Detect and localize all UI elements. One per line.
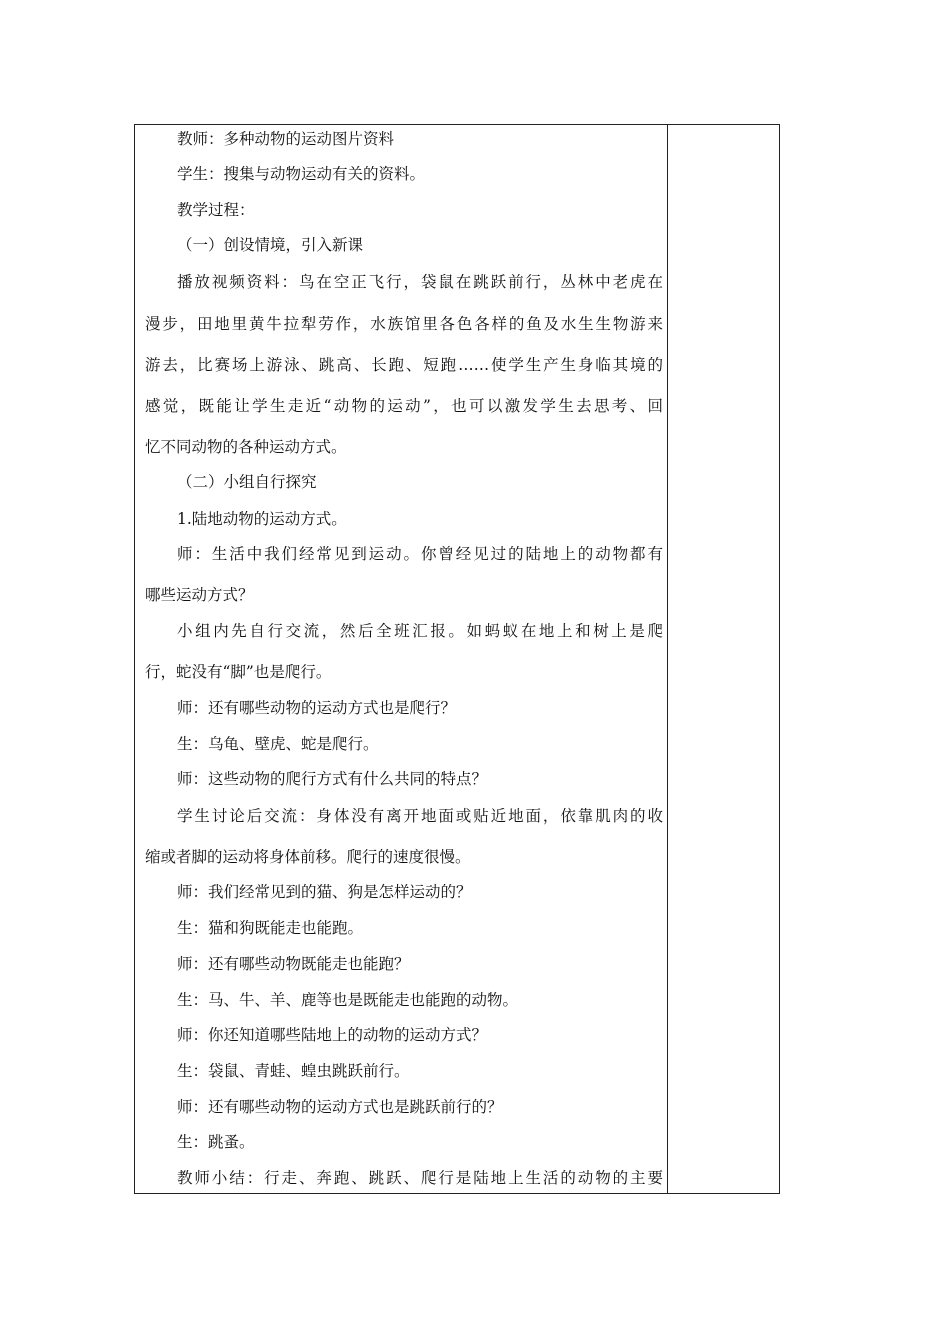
- text-line: 师：还有哪些动物既能走也能跑？: [177, 955, 410, 973]
- text-line: 学生：搜集与动物运动有关的资料。: [177, 165, 426, 183]
- text-line: 缩或者脚的运动将身体前移。爬行的速度很慢。: [145, 848, 471, 866]
- text-line: 播放视频资料：鸟在空正飞行，袋鼠在跳跃前行，丛林中老虎在: [177, 273, 663, 291]
- lesson-content-cell: [145, 125, 663, 1193]
- lesson-table: [134, 124, 780, 1194]
- text-line: 行，蛇没有“脚”也是爬行。: [145, 663, 332, 681]
- text-line: 师：生活中我们经常见到运动。你曾经见过的陆地上的动物都有: [177, 545, 663, 563]
- text-line: 感觉，既能让学生走近“动物的运动”，也可以激发学生去思考、回: [145, 397, 663, 415]
- notes-cell: [668, 125, 779, 1193]
- text-line: 学生讨论后交流：身体没有离开地面或贴近地面，依靠肌肉的收: [177, 807, 663, 825]
- text-line: 师：我们经常见到的猫、狗是怎样运动的？: [177, 883, 472, 901]
- text-line: 漫步，田地里黄牛拉犁劳作，水族馆里各色各样的鱼及水生生物游来: [145, 315, 663, 333]
- text-line: 教师：多种动物的运动图片资料: [177, 130, 395, 148]
- text-line: 生：袋鼠、青蛙、蝗虫跳跃前行。: [177, 1062, 410, 1080]
- text-line: 师：还有哪些动物的运动方式也是爬行？: [177, 699, 457, 717]
- text-line: 哪些运动方式？: [145, 586, 254, 604]
- section-heading: （二）小组自行探究: [177, 473, 317, 491]
- text-line: 师：还有哪些动物的运动方式也是跳跃前行的？: [177, 1098, 503, 1116]
- text-line: 生：跳蚤。: [177, 1133, 255, 1151]
- text-line: 教师小结：行走、奔跑、跳跃、爬行是陆地上生活的动物的主要: [177, 1169, 663, 1187]
- text-line: 生：猫和狗既能走也能跑。: [177, 919, 364, 937]
- text-line: 师：你还知道哪些陆地上的动物的运动方式？: [177, 1026, 488, 1044]
- text-line: 小组内先自行交流，然后全班汇报。如蚂蚁在地上和树上是爬: [177, 622, 663, 640]
- text-line: 生：乌龟、壁虎、蛇是爬行。: [177, 735, 379, 753]
- text-line: 忆不同动物的各种运动方式。: [145, 438, 347, 456]
- text-line: 1.陆地动物的运动方式。: [177, 510, 347, 528]
- text-line: 教学过程：: [177, 201, 255, 219]
- text-line: 生：马、牛、羊、鹿等也是既能走也能跑的动物。: [177, 991, 519, 1009]
- text-line: 游去，比赛场上游泳、跳高、长跑、短跑……使学生产生身临其境的: [145, 356, 663, 374]
- text-line: 师：这些动物的爬行方式有什么共同的特点？: [177, 770, 488, 788]
- section-heading: （一）创设情境，引入新课: [177, 236, 364, 254]
